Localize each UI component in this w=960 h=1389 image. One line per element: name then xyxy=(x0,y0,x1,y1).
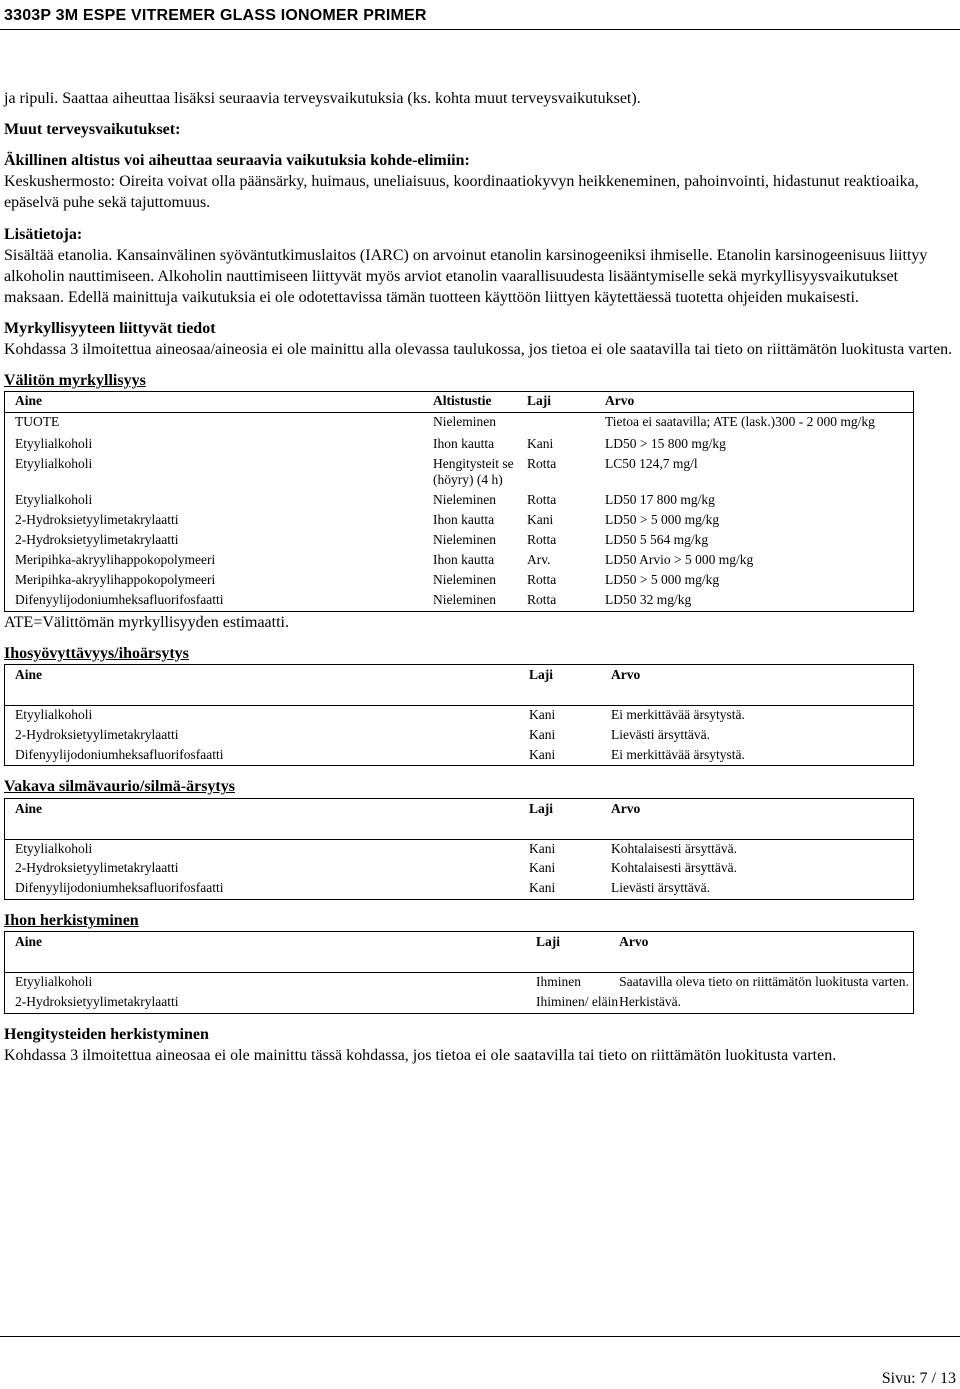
table-cell: Rotta xyxy=(527,492,557,508)
table-cell: Etyylialkoholi xyxy=(15,492,93,508)
toxicity-info-text: Kohdassa 3 ilmoitettua aineosaa/aineosia ei ole mainittu alla olevassa taulukossa, jos tietoa ei ole saatavilla tai tieto on riittämätön luokitusta varten. xyxy=(4,341,953,359)
table-cell: Rotta xyxy=(527,591,557,607)
table-cell: Kohtalaisesti ärsyttävä. xyxy=(611,860,737,876)
table-cell: Ihon kautta xyxy=(433,551,495,567)
column-header: Aine xyxy=(5,798,530,839)
table-cell: TUOTE xyxy=(15,414,60,430)
table-cell: Ihon kautta xyxy=(433,512,495,528)
table-cell: Kani xyxy=(527,512,554,528)
table-cell: Kani xyxy=(527,435,554,451)
table-cell: Difenyylijodoniumheksafluorifosfaatti xyxy=(15,746,224,762)
table-cell: LD50 > 5 000 mg/kg xyxy=(605,571,720,587)
table-header-row xyxy=(5,798,914,839)
table-cell: Rotta xyxy=(527,532,557,548)
table-cell: Etyylialkoholi xyxy=(15,974,93,990)
table-cell: Nieleminen xyxy=(433,591,496,607)
acute-toxicity-table xyxy=(4,391,914,611)
table-cell: 2-Hydroksietyylimetakrylaatti xyxy=(15,994,179,1010)
table-header-row xyxy=(5,932,914,973)
table-row xyxy=(5,591,914,611)
table-row xyxy=(5,705,914,725)
table-cell: Herkistävä. xyxy=(619,994,681,1010)
table-cell: Lievästi ärsyttävä. xyxy=(611,726,710,742)
column-header: Arvo xyxy=(611,664,914,705)
table-row xyxy=(5,413,914,435)
table-row xyxy=(5,531,914,551)
document-body xyxy=(4,88,954,1066)
table-cell: 2-Hydroksietyylimetakrylaatti xyxy=(15,512,179,528)
column-header: Laji xyxy=(529,664,611,705)
table-cell: Kani xyxy=(529,880,556,896)
column-header: Laji xyxy=(536,932,619,973)
intro-text: ja ripuli. Saattaa aiheuttaa lisäksi seuraavia terveysvaikutuksia (ks. kohta muut terveysvaikutukset). xyxy=(4,90,641,107)
table-cell: Etyylialkoholi xyxy=(15,435,93,451)
ate-note: ATE=Välittömän myrkyllisyyden estimaatti. xyxy=(4,613,289,631)
other-effects-text: Keskushermosto: Oireita voivat olla päänsärky, huimaus, uneliaisuus, koordinaatiokyvyn heikkeneminen, pahoinvointi, hidastunut reaktioaika, epäselvä puhe sekä tajuttomuus. xyxy=(4,173,919,212)
table-cell: Ei merkittävää ärsytystä. xyxy=(611,746,745,762)
table-cell: LD50 > 15 800 mg/kg xyxy=(605,435,726,451)
table-cell: Rotta xyxy=(527,455,557,471)
additional-info-text: Sisältää etanolia. Kansainvälinen syöväntutkimuslaitos (IARC) on arvoinut etanolin karsinogeeniksi ihmiselle. Etanolin karsinogeenisuus liittyy alkoholin nauttimiseen. Alkoholin nauttimiseen liittyvät myös arviot etanolin vaarallisuudesta lisääntymiselle sekä myrkyllisyysvaikutukset maksaan. Edellä mainittuja vaikutuksia ei ole odotettavissa tämän tuotteen käyttöön liittyen käytettäessä tuotetta ohjeiden mukaisesti. xyxy=(4,246,928,306)
table-row xyxy=(5,993,914,1013)
table-cell: Etyylialkoholi xyxy=(15,455,93,471)
table-row xyxy=(5,973,914,993)
eye-damage-heading: Vakava silmävaurio/silmä-ärsytys xyxy=(4,778,235,796)
table-cell: Nieleminen xyxy=(433,414,496,430)
acute-exposure-subheading: Äkillinen altistus voi aiheuttaa seuraavia vaikutuksia kohde-elimiin: xyxy=(4,152,470,170)
table-row xyxy=(5,726,914,746)
toxicity-info-heading: Myrkyllisyyteen liittyvät tiedot xyxy=(4,319,216,337)
table-cell: Kohtalaisesti ärsyttävä. xyxy=(611,840,737,856)
table-cell: LC50 124,7 mg/l xyxy=(605,455,698,471)
eye-damage-table xyxy=(4,798,914,901)
respiratory-sensitization-text: Kohdassa 3 ilmoitettua aineosaa ei ole mainittu tässä kohdassa, jos tietoa ei ole saatavilla tai tieto on riittämätön luokitusta varten. xyxy=(4,1047,837,1065)
table-row xyxy=(5,879,914,899)
table-cell: Kani xyxy=(529,860,556,876)
skin-sensitization-table xyxy=(4,931,914,1014)
table-cell: Ihon kautta xyxy=(433,435,495,451)
table-row xyxy=(5,491,914,511)
column-header: Laji xyxy=(527,392,605,413)
table-cell: LD50 > 5 000 mg/kg xyxy=(605,512,720,528)
table-cell: Nieleminen xyxy=(433,571,496,587)
table-cell: Arv. xyxy=(527,551,551,567)
table-cell: Kani xyxy=(529,746,556,762)
table-cell: Nieleminen xyxy=(433,532,496,548)
table-cell: 2-Hydroksietyylimetakrylaatti xyxy=(15,532,179,548)
other-effects-heading: Muut terveysvaikutukset: xyxy=(4,121,181,139)
table-row xyxy=(5,455,914,492)
column-header: Aine xyxy=(5,392,434,413)
table-row xyxy=(5,511,914,531)
column-header: Arvo xyxy=(605,392,914,413)
table-cell: LD50 Arvio > 5 000 mg/kg xyxy=(605,551,754,567)
table-header-row xyxy=(5,392,914,413)
document-header xyxy=(0,0,960,30)
column-header: Altistustie xyxy=(433,392,527,413)
table-cell: 2-Hydroksietyylimetakrylaatti xyxy=(15,860,179,876)
table-cell: Meripihka-akryylihappokopolymeeri xyxy=(15,571,216,587)
additional-info-heading: Lisätietoja: xyxy=(4,225,83,243)
skin-corrosion-heading: Ihosyövyttävyys/ihoärsytys xyxy=(4,644,189,662)
table-cell: Rotta xyxy=(527,571,557,587)
table-cell: Saatavilla oleva tieto on riittämätön luokitusta varten. xyxy=(619,974,909,990)
table-cell: Difenyylijodoniumheksafluorifosfaatti xyxy=(15,880,224,896)
skin-corrosion-table xyxy=(4,664,914,767)
table-cell: Ihiminen/ eläin xyxy=(536,994,619,1010)
table-cell: Hengitysteit se (höyry) (4 h) xyxy=(433,455,514,488)
table-row xyxy=(5,859,914,879)
table-cell: LD50 17 800 mg/kg xyxy=(605,492,715,508)
table-row xyxy=(5,571,914,591)
table-cell xyxy=(527,413,605,435)
table-row xyxy=(5,551,914,571)
table-cell: Difenyylijodoniumheksafluorifosfaatti xyxy=(15,591,224,607)
document-title: 3303P 3M ESPE VITREMER GLASS IONOMER PRIMER xyxy=(4,7,427,24)
column-header: Aine xyxy=(5,664,530,705)
table-cell: LD50 5 564 mg/kg xyxy=(605,532,709,548)
table-header-row xyxy=(5,664,914,705)
table-cell: Meripihka-akryylihappokopolymeeri xyxy=(15,551,216,567)
table-cell: Kani xyxy=(529,726,556,742)
table-cell: Lievästi ärsyttävä. xyxy=(611,880,710,896)
table-cell: Nieleminen xyxy=(433,492,496,508)
table-row xyxy=(5,435,914,455)
skin-sensitization-heading: Ihon herkistyminen xyxy=(4,912,139,930)
table-cell: Etyylialkoholi xyxy=(15,840,93,856)
respiratory-sensitization-heading: Hengitysteiden herkistyminen xyxy=(4,1026,209,1043)
table-row xyxy=(5,746,914,766)
acute-toxicity-heading: Välitön myrkyllisyys xyxy=(4,372,146,390)
table-cell: Tietoa ei saatavilla; ATE (lask.)300 - 2 000 mg/kg xyxy=(605,414,875,430)
page-number: Sivu: 7 / 13 xyxy=(881,1370,956,1387)
column-header: Laji xyxy=(529,798,611,839)
table-cell: LD50 32 mg/kg xyxy=(605,591,692,607)
table-cell: Ei merkittävää ärsytystä. xyxy=(611,706,745,722)
table-cell: Etyylialkoholi xyxy=(15,706,93,722)
table-cell: Kani xyxy=(529,840,556,856)
table-cell: 2-Hydroksietyylimetakrylaatti xyxy=(15,726,179,742)
table-cell: Ihminen xyxy=(536,974,582,990)
table-cell: Kani xyxy=(529,706,556,722)
footer-divider xyxy=(0,1336,960,1337)
column-header: Arvo xyxy=(611,798,914,839)
column-header: Arvo xyxy=(619,932,913,973)
column-header: Aine xyxy=(5,932,537,973)
table-row xyxy=(5,839,914,859)
